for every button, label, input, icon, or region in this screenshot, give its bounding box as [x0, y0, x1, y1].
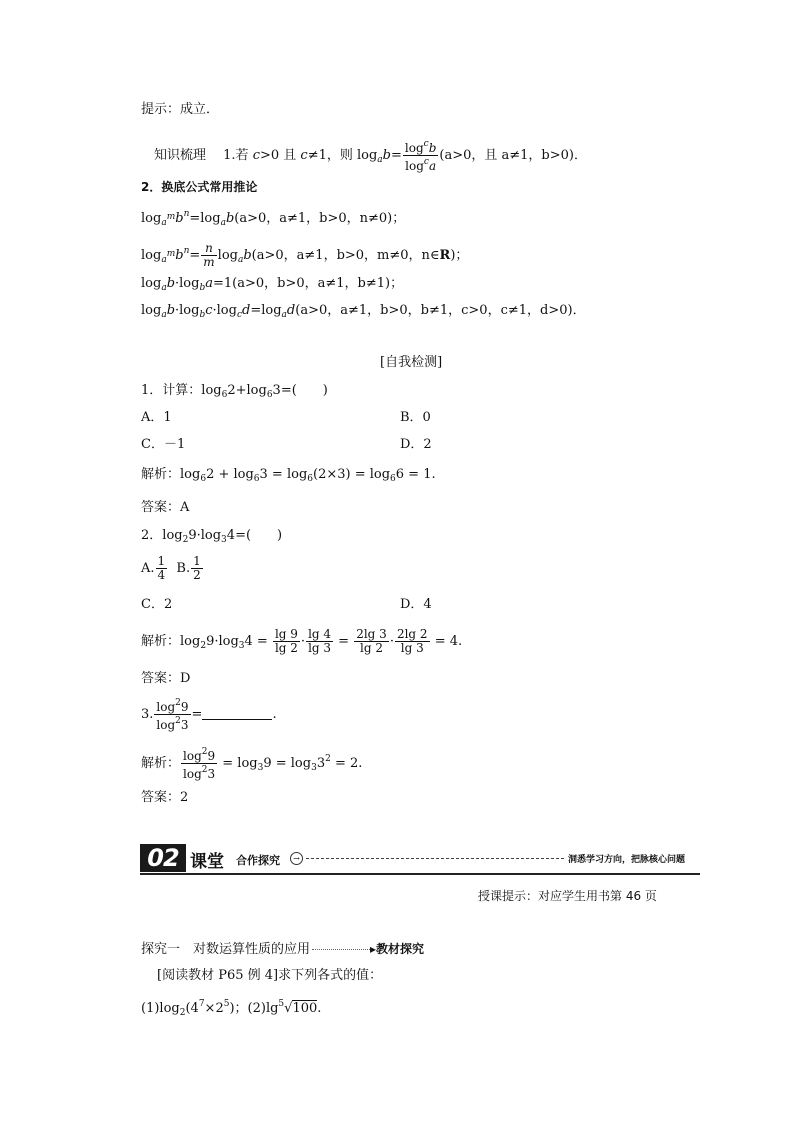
arrow-right-icon: →	[290, 852, 303, 865]
formula-1: $\log_{a^m}b^n=\log_ab(a>0$，a≠1，b>0，n≠0)；	[141, 209, 406, 228]
q2-answer: 答案：D	[141, 671, 191, 686]
explore-question: $(1)\log_2(4^7\times 2^5)$；$(2)\lg^5√100$.	[141, 999, 322, 1018]
dotted-leader	[312, 949, 370, 950]
q1-answer: 答案：A	[141, 500, 190, 515]
q2-option-c: C．2	[141, 597, 173, 612]
knowledge-heading: 知识梳理	[154, 148, 207, 163]
section-banner	[140, 844, 700, 876]
dashed-divider	[306, 858, 564, 859]
knowledge-item-1: 知识梳理 1.若 c>0 且 c≠1，则 $\log_ab=$ $\frac{\log^cb}{\log^ca}$ (a>0，且 a≠1，b>0)．	[154, 139, 587, 173]
formula-2: $\log_{a^m}b^n=$ $\frac{n}{m}$ $\log_ab(a>0$，a≠1，b>0，m≠0，n∈R)；	[141, 241, 469, 269]
q1-stem: 1．计算：$\log_62+\log_63=$( )	[141, 383, 328, 400]
q3-answer-blank[interactable]	[202, 707, 272, 720]
teaching-tip: 授课提示：对应学生用书第 46 页	[478, 889, 657, 903]
q1-option-d: D．2	[400, 437, 432, 452]
q2-option-d: D．4	[400, 597, 432, 612]
q1-option-c: C．－1	[141, 437, 186, 452]
section-number: 02	[140, 844, 186, 872]
q1-option-a: A．1	[141, 410, 172, 425]
section-subtitle: 合作探究	[236, 854, 280, 867]
formula-4: $\log_ab\cdot\log_bc\cdot\log_cd=\log_ad(a>0$，a≠1，b>0，b≠1，c>0，c≠1，d>0)．	[141, 303, 586, 320]
q3-answer: 答案：2	[141, 790, 189, 805]
knowledge-condition: (a>0，且 a≠1，b>0)．	[439, 148, 587, 163]
corollary-heading: 2．换底公式常用推论	[141, 180, 258, 194]
q3-stem: 3. $\frac{\log^29}{\log^23}$ = .	[141, 698, 277, 732]
q2-analysis: 解析：$\log_29\cdot\log_34$ = $\frac{\lg 9}{\lg 2}$ · $\frac{\lg 4}{\lg 3}$ = $\frac{2\lg 3}{\lg 2}$ · $\frac{2\lg 2}{\lg 3}$ = 4.	[141, 627, 463, 655]
section-slogan: 洞悉学习方向，把脉核心问题	[568, 855, 686, 865]
explore-title: 探究一 对数运算性质的应用	[141, 942, 311, 957]
explore-title-row	[141, 941, 424, 958]
change-of-base-fraction: $\frac{\log^cb}{\log^ca}$	[404, 139, 437, 173]
formula-3: $\log_ab\cdot\log_ba=1(a>0$，b>0，a≠1，b≠1)；	[141, 276, 404, 293]
explore-reading: [阅读教材 P65 例 4]求下列各式的值：	[157, 968, 383, 983]
explore-tag: 教材探究	[376, 942, 425, 956]
section-title: 课堂	[190, 852, 224, 872]
banner-rule	[140, 873, 700, 875]
arrow-icon: ▸	[370, 942, 377, 956]
q2-options-ab: A. $\frac{1}{4}$ B. $\frac{1}{2}$	[141, 554, 201, 582]
q1-option-b: B．0	[400, 410, 431, 425]
self-test-title: [自我检测]	[380, 355, 443, 370]
q1-analysis: 解析：$\log_62 + \log_63 = \log_6(2\times 3) = \log_66 = 1$.	[141, 467, 436, 484]
q2-stem: 2．$\log_29\cdot\log_34=$( )	[141, 528, 283, 545]
hint-text: 提示：成立．	[141, 102, 220, 117]
q3-analysis: 解析： $\frac{\log^29}{\log^23}$ = $\log_39 = \log_33^2 = 2$.	[141, 747, 363, 781]
